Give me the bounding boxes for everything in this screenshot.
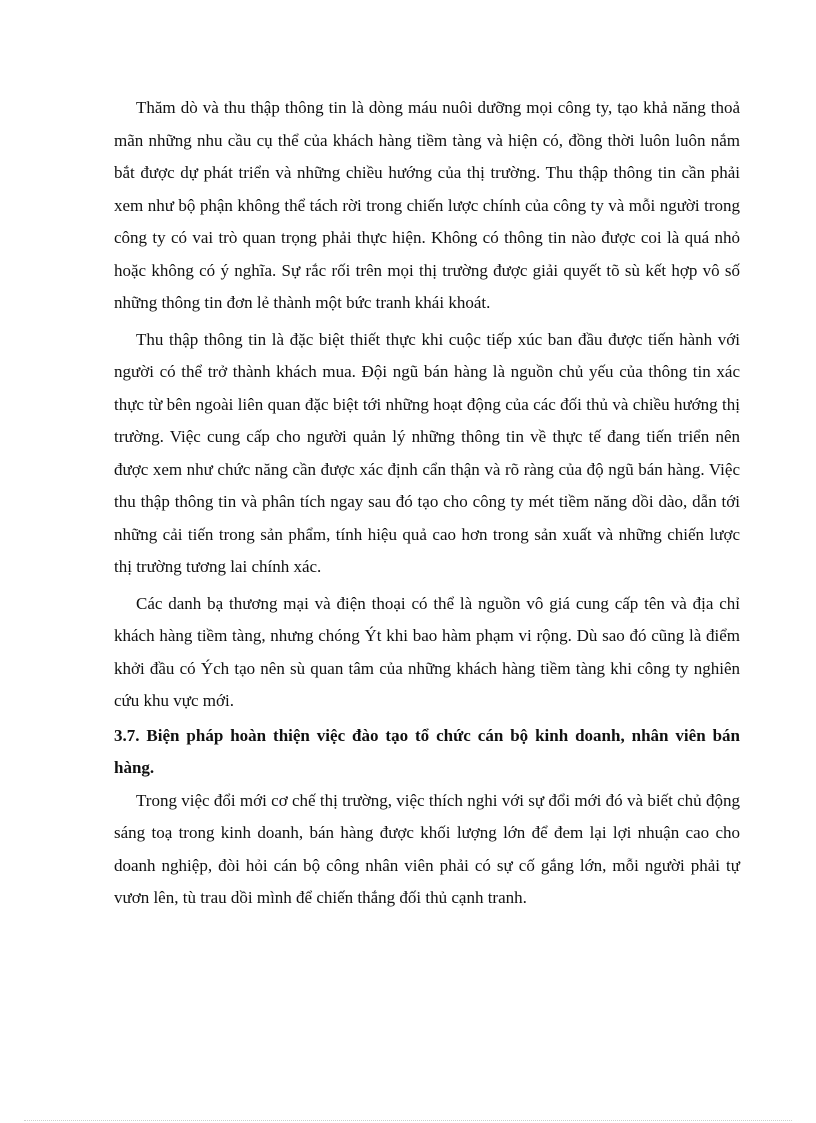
- paragraph-directories: Các danh bạ thương mại và điện thoại có thể là nguồn vô giá cung cấp tên và địa chỉ khách hàng tiềm tàng, nhưng chóng Ýt khi bao hàm phạm vi rộng. Dù sao đó cũng là điểm khởi đầu có Ých tạo nên sù quan tâm của những khách hàng tiềm tàng khi công ty nghiên cứu khu vực mới.: [114, 593, 740, 710]
- document-body: [114, 92, 740, 915]
- section-heading: 3.7. Biện pháp hoàn thiện việc đào tạo tổ chức cán bộ kinh doanh, nhân viên bán hàng.: [114, 725, 740, 777]
- paragraph-first-contact: Thu thập thông tin là đặc biệt thiết thực khi cuộc tiếp xúc ban đầu được tiến hành với người có thể trở thành khách mua. Đội ngũ bán hàng là nguồn chủ yếu của thông tin xác thực từ bên ngoài liên quan đặc biệt tới những hoạt động của các đối thủ và chiều hướng thị trường. Việc cung cấp cho người quản lý những thông tin về thực tế đang tiến triển nên được xem như chức năng cần được xác định cẩn thận và rõ ràng của độ ngũ bán hàng. Việc thu thập thông tin và phân tích ngay sau đó tạo cho công ty mét tiềm năng dồi dào, dẫn tới những cải tiến trong sản phẩm, tính hiệu quả cao hơn trong sản xuất và những chiến lược thị trường tương lai chính xác.: [114, 329, 740, 576]
- paragraph-information-gathering: Thăm dò và thu thập thông tin là dòng máu nuôi dưỡng mọi công ty, tạo khả năng thoả mãn những nhu cầu cụ thể của khách hàng tiềm tàng và hiện có, đồng thời luôn luôn nắm bắt được dự phát triển và những chiều hướng của thị trường. Thu thập thông tin cần phải xem như bộ phận không thể tách rời trong chiến lược chính của công ty và mỗi người trong công ty có vai trò quan trọng phải thực hiện. Không có thông tin nào được coi là quá nhỏ hoặc không có ý nghĩa. Sự rắc rối trên mọi thị trường được giải quyết tõ sù kết hợp vô số những thông tin đơn lẻ thành một bức tranh khái khoát.: [114, 98, 740, 312]
- paragraph-training: Trong việc đổi mới cơ chế thị trường, việc thích nghi với sự đổi mới đó và biết chủ động sáng toạ trong kinh doanh, bán hàng được khối lượng lớn để đem lại lợi nhuận cao cho doanh nghiệp, đòi hỏi cán bộ công nhân viên phải có sự cố gắng lớn, mỗi người phải tự vươn lên, tù trau dồi mình để chiến thắng đối thủ cạnh tranh.: [114, 790, 740, 907]
- page-bottom-divider: [24, 1120, 792, 1121]
